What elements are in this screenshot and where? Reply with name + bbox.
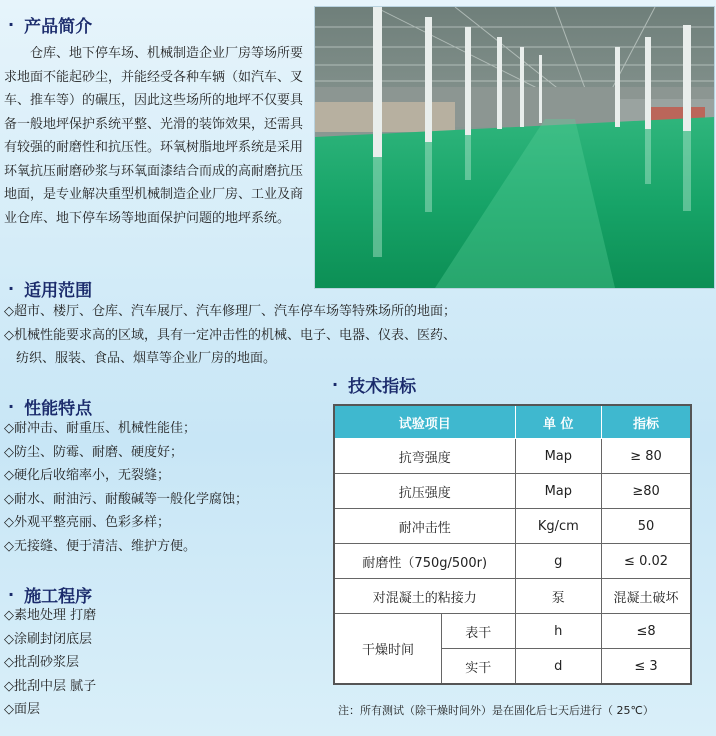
procedure-title: 施工程序 <box>24 587 93 607</box>
list-item: ◇超市、楼厅、仓库、汽车展厅、汽车修理厂、汽车停车场等特殊场所的地面； <box>4 304 456 319</box>
table-row <box>334 474 691 509</box>
table-row <box>334 439 691 474</box>
specs-title: 技术指标 <box>348 377 417 397</box>
bullet-icon: · <box>332 375 339 394</box>
intro-heading <box>8 12 92 37</box>
list-item: 纺织、服装、食品、烟草等企业厂房的地面。 <box>16 351 277 366</box>
header-index: 指标 <box>602 405 691 439</box>
cell-unit: h <box>515 614 602 649</box>
table-row <box>334 509 691 544</box>
list-item: ◇涂刷封闭底层 <box>4 631 92 647</box>
cell-value: ≤8 <box>602 614 691 649</box>
table-row <box>334 544 691 579</box>
list-item: ◇外观平整亮丽、色彩多样； <box>4 515 170 530</box>
bullet-icon: · <box>8 279 15 298</box>
features-list <box>4 417 248 558</box>
list-item: ◇硬化后收缩率小，无裂缝； <box>4 468 170 483</box>
cell-unit: Map <box>515 439 602 474</box>
list-item: ◇无接缝、便于清洁、维护方便。 <box>4 538 196 554</box>
specs-heading <box>332 372 416 397</box>
list-item: ◇耐水、耐油污、耐酸碱等一般化学腐蚀； <box>4 491 248 507</box>
list-item: ◇素地处理 打磨 <box>4 608 97 623</box>
table-row <box>334 614 691 649</box>
spec-note: 注：所有测试（除干燥时间外）是在固化后七天后进行（ 25℃） <box>338 704 654 717</box>
bullet-icon: · <box>8 585 15 604</box>
intro-title: 产品简介 <box>24 17 93 37</box>
cell-value: ≥80 <box>602 474 691 509</box>
cell-value: 50 <box>602 509 691 544</box>
cell-subitem: 实干 <box>441 649 515 685</box>
features-heading <box>8 394 92 419</box>
cell-item: 对混凝土的粘接力 <box>334 579 515 614</box>
list-item: ◇耐冲击、耐重压、机械性能佳； <box>4 421 196 436</box>
cell-subitem: 表干 <box>441 614 515 649</box>
list-item: ◇批刮砂浆层 <box>4 655 79 670</box>
scope-list <box>4 300 456 371</box>
cell-item: 耐冲击性 <box>334 509 515 544</box>
cell-value: ≤ 3 <box>602 649 691 685</box>
table-header-row <box>334 405 691 439</box>
list-item: ◇面层 <box>4 702 40 717</box>
cell-value: 混凝土破坏 <box>602 579 691 614</box>
cell-drying-label: 干燥时间 <box>334 614 441 685</box>
procedure-list <box>4 604 96 722</box>
features-title: 性能特点 <box>24 399 93 419</box>
bullet-icon: · <box>8 397 15 416</box>
cell-unit: Kg/cm <box>515 509 602 544</box>
cell-item: 抗弯强度 <box>334 439 515 474</box>
cell-item: 耐磨性（750g/500r) <box>334 544 515 579</box>
header-test-item: 试验项目 <box>334 405 515 439</box>
cell-unit: 泵 <box>515 579 602 614</box>
scope-heading <box>8 276 92 301</box>
intro-paragraph: 仓库、地下停车场、机械制造企业厂房等场所要求地面不能起砂尘，并能经受各种车辆（如汽车、叉车、推车等）的碾压，因此这些场所的地坪不仅要具备一般地坪保护系统平整、光滑的装饰效果，还需具有较强的耐磨性和抗压性。环氧树脂地坪系统是采用环氧抗压耐磨砂浆与环氧面漆结合而成的高耐磨抗压地面，是专业解决重型机械制造企业厂房、工业及商业仓库、地下停车场等地面保护问题的地坪系统。 <box>4 46 304 226</box>
list-item: ◇防尘、防霉、耐磨、硬度好； <box>4 444 183 460</box>
bullet-icon: · <box>8 15 15 34</box>
table-row <box>334 579 691 614</box>
cell-value: ≤ 0.02 <box>602 544 691 579</box>
list-item: ◇机械性能要求高的区域，具有一定冲击性的机械、电子、电器、仪表、医药、 <box>4 327 456 343</box>
cell-value: ≥ 80 <box>602 439 691 474</box>
cell-unit: d <box>515 649 602 685</box>
warehouse-floor-photo <box>314 6 715 289</box>
cell-unit: Map <box>515 474 602 509</box>
spec-table <box>333 404 692 685</box>
list-item: ◇批刮中层 腻子 <box>4 678 97 694</box>
scope-title: 适用范围 <box>24 281 93 301</box>
cell-unit: g <box>515 544 602 579</box>
cell-item: 抗压强度 <box>334 474 515 509</box>
header-unit: 单 位 <box>515 405 602 439</box>
